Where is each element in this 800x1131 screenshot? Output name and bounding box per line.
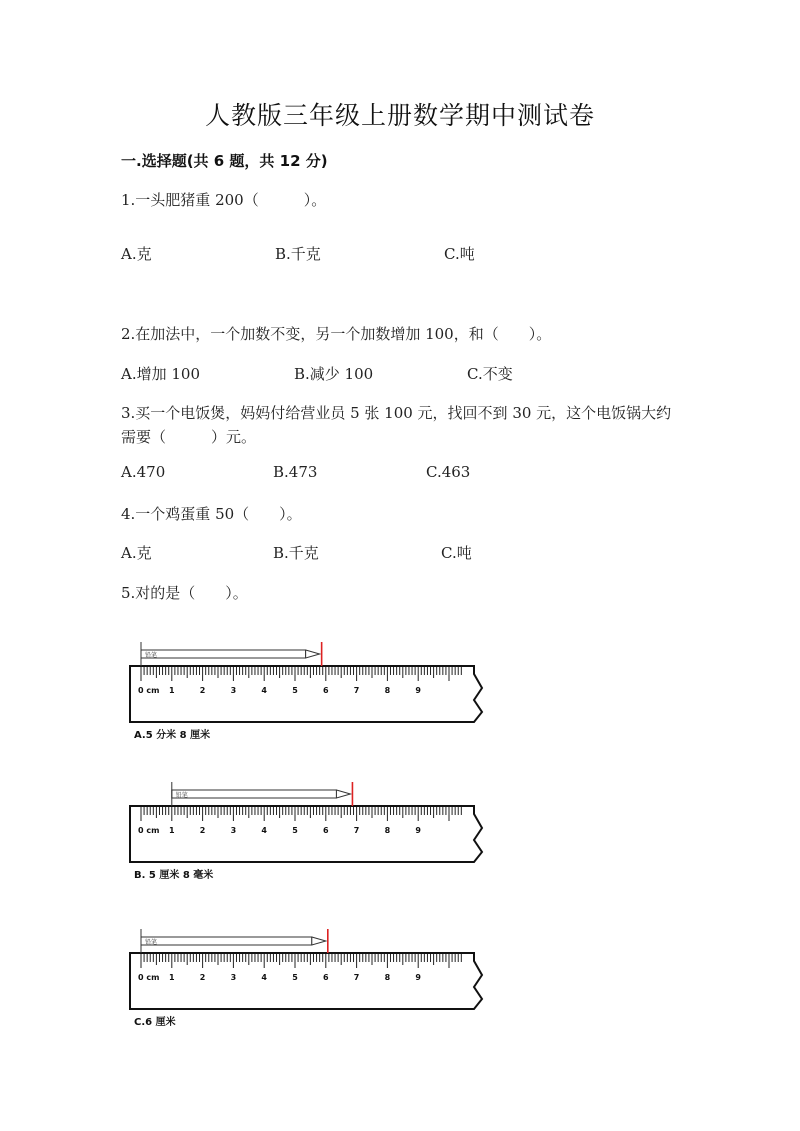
ruler-body [130, 666, 482, 722]
ruler-zero-label: 0 cm [138, 686, 160, 695]
ruler-number: 3 [230, 973, 237, 982]
pencil-body [141, 937, 312, 945]
ruler-body [130, 953, 482, 1009]
q1-option-b[interactable]: B.千克 [275, 245, 321, 263]
q1-option-a[interactable]: A.克 [121, 245, 152, 263]
ruler-number: 7 [353, 826, 360, 835]
ruler-number: 8 [384, 826, 391, 835]
q4-option-b[interactable]: B.千克 [273, 544, 319, 562]
ruler-c-figure [128, 927, 490, 1011]
ruler-c-caption: C.6 厘米 [134, 1017, 176, 1028]
ruler-number: 5 [292, 826, 298, 835]
ruler-zero-label: 0 cm [138, 973, 160, 982]
ruler-number: 6 [323, 826, 329, 835]
ruler-a-caption: A.5 分米 8 厘米 [134, 730, 211, 741]
ruler-number: 2 [199, 973, 206, 982]
ruler-zero-label: 0 cm [138, 826, 160, 835]
pencil-tip [312, 937, 326, 945]
ruler-number: 3 [230, 686, 237, 695]
ruler-number: 4 [261, 973, 267, 982]
ruler-number: 2 [199, 826, 206, 835]
question-2: 2.在加法中，一个加数不变，另一个加数增加 100，和（ ）。 [121, 325, 552, 343]
pencil-body [172, 790, 337, 798]
ruler-option-a[interactable] [128, 640, 490, 740]
pencil-label: 铅笔 [175, 792, 188, 799]
ruler-a-figure [128, 640, 490, 724]
q2-option-c[interactable]: C.不变 [467, 365, 513, 383]
ruler-number: 7 [353, 973, 360, 982]
ruler-number: 8 [384, 973, 391, 982]
ruler-number: 9 [415, 973, 421, 982]
ruler-number: 6 [323, 973, 329, 982]
q4-option-a[interactable]: A.克 [121, 544, 152, 562]
ruler-body [130, 806, 482, 862]
ruler-number: 4 [261, 686, 267, 695]
question-3: 3.买一个电饭煲，妈妈付给营业员 5 张 100 元，找回不到 30 元，这个电饭锅大约需要（ ）元。 [121, 404, 672, 446]
pencil-label: 铅笔 [145, 652, 158, 659]
ruler-number: 2 [199, 686, 206, 695]
ruler-number: 1 [169, 973, 175, 982]
ruler-number: 1 [169, 826, 175, 835]
ruler-number: 4 [261, 826, 267, 835]
pencil-tip [336, 790, 350, 798]
q2-option-b[interactable]: B.减少 100 [294, 365, 374, 383]
q1-option-c[interactable]: C.吨 [444, 245, 475, 263]
ruler-option-b[interactable] [128, 780, 490, 880]
ruler-number: 9 [415, 686, 421, 695]
ruler-number: 1 [169, 686, 175, 695]
ruler-number: 5 [292, 686, 298, 695]
question-4: 4.一个鸡蛋重 50（ ）。 [121, 505, 302, 523]
pencil-label: 铅笔 [145, 939, 158, 946]
ruler-number: 5 [292, 973, 298, 982]
pencil-body [141, 650, 306, 658]
ruler-number: 7 [353, 686, 360, 695]
ruler-option-c[interactable] [128, 927, 490, 1027]
ruler-number: 3 [230, 826, 237, 835]
question-5: 5.对的是（ ）。 [121, 584, 248, 602]
ruler-number: 6 [323, 686, 329, 695]
q3-option-b[interactable]: B.473 [273, 463, 318, 481]
q2-option-a[interactable]: A.增加 100 [121, 365, 200, 383]
ruler-number: 9 [415, 826, 421, 835]
ruler-number: 8 [384, 686, 391, 695]
pencil-tip [306, 650, 320, 658]
q4-option-c[interactable]: C.吨 [441, 544, 472, 562]
section-heading: 一.选择题(共 6 题，共 12 分) [121, 152, 328, 170]
q3-option-a[interactable]: A.470 [121, 463, 166, 481]
ruler-b-figure [128, 780, 490, 864]
ruler-b-caption: B. 5 厘米 8 毫米 [134, 870, 214, 881]
q3-option-c[interactable]: C.463 [426, 463, 471, 481]
page-title: 人教版三年级上册数学期中测试卷 [204, 101, 595, 130]
question-1: 1.一头肥猪重 200（ ）。 [121, 191, 327, 209]
